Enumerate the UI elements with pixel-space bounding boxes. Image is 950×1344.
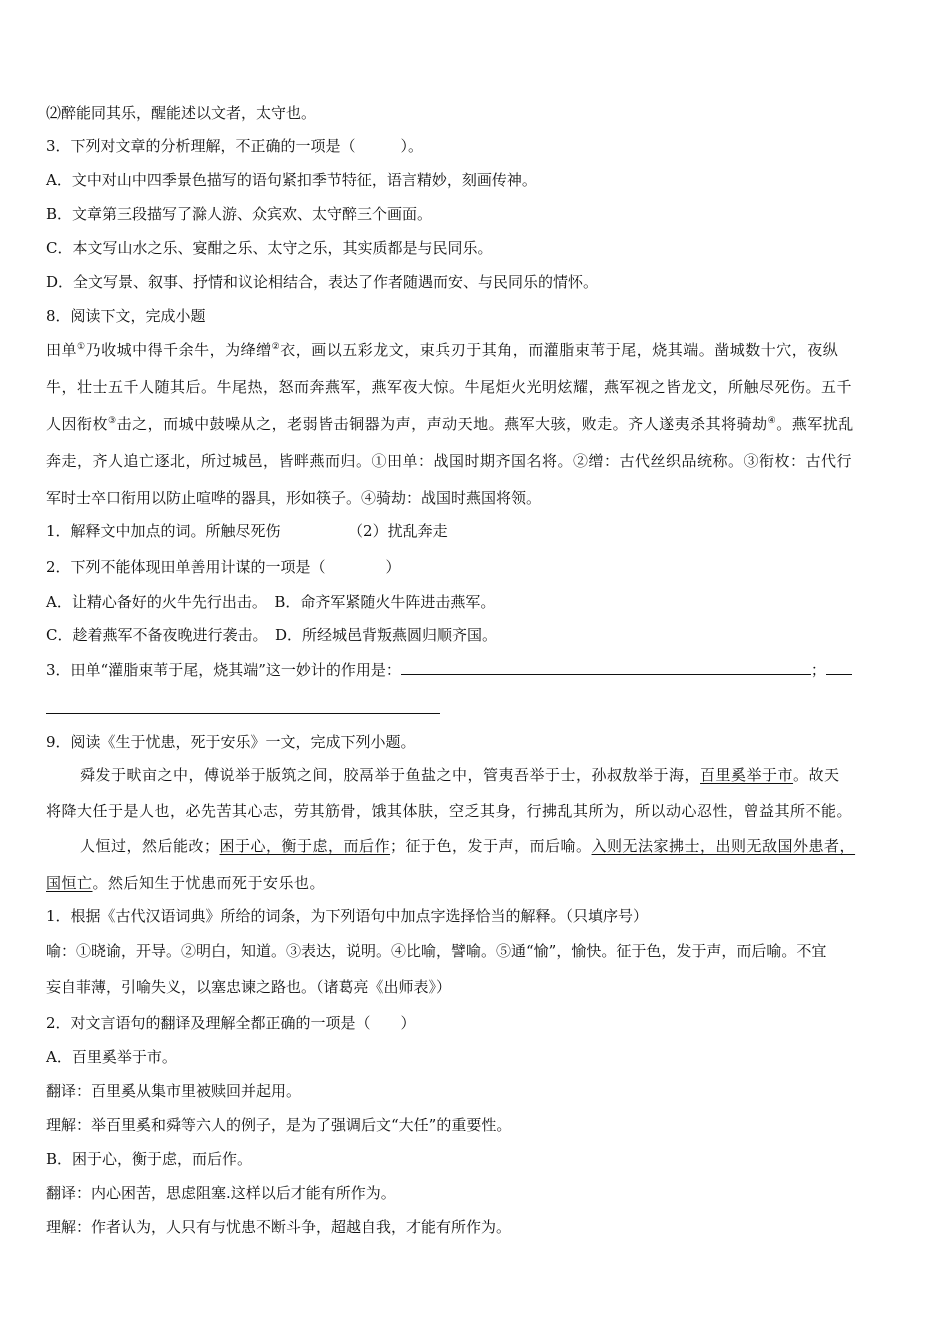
q9-option-b-understanding: 理解：作者认为，人只有与忧患不断斗争，超越自我，才能有所作为。 <box>46 1218 512 1236</box>
q8-options-cd: C．趁着燕军不备夜晚进行袭击。 D．所经城邑背叛燕圆归顺齐国。 <box>46 626 498 644</box>
passage-line: 将降大任于是人也，必先苦其心志，劳其筋骨，饿其体肤，空乏其身，行拂乱其所为，所以动心忍性，曾益其所不能。 <box>46 802 853 820</box>
text-line: ⑵醉能同其乐，醒能述以文者，太守也。 <box>46 104 317 122</box>
underlined-phrase: 国恒亡 <box>46 874 93 892</box>
footnote-marker: ② <box>271 342 281 352</box>
q8-sub1: 1．解释文中加点的词。所触尽死伤 （2）扰乱奔走 <box>46 522 448 540</box>
answer-blank <box>401 660 811 675</box>
footnote-marker: ④ <box>767 416 777 426</box>
q8-options-ab: A．让精心备好的火牛先行出击。 B．命齐军紧随火牛阵进击燕军。 <box>46 593 496 611</box>
passage-line: 人因衔枚③击之，而城中鼓噪从之，老弱皆击铜器为声，声动天地。燕军大骇，败走。齐人遂夷杀其将骑劫④。燕军扰乱 <box>46 415 854 433</box>
question-3-stem: 3．下列对文章的分析理解，不正确的一项是（ ）。 <box>46 137 424 155</box>
answer-blank-line <box>46 713 440 714</box>
option-d: D．全文写景、叙事、抒情和议论相结合，表达了作者随遇而安、与民同乐的情怀。 <box>46 273 599 291</box>
underlined-phrase: 困于心，衡于虑，而后作 <box>219 837 391 855</box>
passage-line: 舜发于畎亩之中，傅说举于版筑之间，胶鬲举于鱼盐之中，管夷吾举于士，孙叔敖举于海，百里奚举于市。故天 <box>80 766 840 784</box>
q9-option-b-translation: 翻译：内心困苦，思虑阻塞.这样以后才能有所作为。 <box>46 1184 396 1202</box>
q9-option-a-understanding: 理解：举百里奚和舜等六人的例子，是为了强调后文“大任”的重要性。 <box>46 1116 512 1134</box>
question-8-title: 8．阅读下文，完成小题 <box>46 307 206 325</box>
footnote-marker: ③ <box>108 416 117 426</box>
q9-option-a-translation: 翻译：百里奚从集市里被赎回并起用。 <box>46 1082 302 1100</box>
passage-line: 田单①乃收城中得千余牛，为绛缯②衣，画以五彩龙文，束兵刃于其角，而灌脂束苇于尾，烧其端。凿城数十穴，夜纵 <box>46 341 839 359</box>
q9-dictionary-entries: 妄自菲薄，引喻失义，以塞忠谏之路也。（诸葛亮《出师表》） <box>46 978 452 996</box>
underlined-phrase: 百里奚举于市 <box>700 766 794 784</box>
answer-blank <box>826 660 852 675</box>
option-c: C．本文写山水之乐、宴酣之乐、太守之乐，其实质都是与民同乐。 <box>46 239 493 257</box>
q9-option-b: B．困于心，衡于虑，而后作。 <box>46 1150 253 1168</box>
q9-sub1: 1．根据《古代汉语词典》所给的词条，为下列语句中加点字选择恰当的解释。（只填序号） <box>46 907 649 925</box>
passage-line: 人恒过，然后能改；困于心，衡于虑，而后作；征于色，发于声，而后喻。入则无法家拂士，出则无敌国外患者， <box>80 837 856 855</box>
q9-sub2: 2．对文言语句的翻译及理解全都正确的一项是（ ） <box>46 1014 416 1032</box>
q9-dictionary-entries: 喻：①晓谕，开导。②明白，知道。③表达，说明。④比喻，譬喻。⑤通“愉”，愉快。征于色，发于声，而后喻。不宜 <box>46 942 827 960</box>
passage-line: 奔走，齐人追亡逐北，所过城邑，皆畔燕而归。①田单：战国时期齐国名将。②缯：古代丝织品统称。③衔枚：古代行 <box>46 452 853 470</box>
question-9-title: 9．阅读《生于忧患，死于安乐》一文，完成下列小题。 <box>46 733 416 751</box>
passage-line: 牛，壮士五千人随其后。牛尾热，怒而奔燕军，燕军夜大惊。牛尾炬火光明炫耀，燕军视之皆龙文，所触尽死伤。五千 <box>46 378 853 396</box>
footnote-line: 军时士卒口衔用以防止喧哗的器具，形如筷子。④骑劫：战国时燕国将领。 <box>46 489 542 507</box>
option-b: B．文章第三段描写了滁人游、众宾欢、太守醉三个画面。 <box>46 205 433 223</box>
q9-option-a: A．百里奚举于市。 <box>46 1048 177 1066</box>
q8-sub2: 2．下列不能体现田单善用计谋的一项是（ ） <box>46 558 401 576</box>
footnote-marker: ① <box>77 342 86 352</box>
option-a: A．文中对山中四季景色描写的语句紧扣季节特征，语言精妙，刻画传神。 <box>46 171 537 189</box>
underlined-phrase: 入则无法家拂士，出则无敌国外患者， <box>591 837 856 855</box>
q8-sub3: 3．田单“灌脂束苇于尾，烧其端”这一妙计的作用是： ； <box>46 660 906 680</box>
passage-line: 国恒亡。然后知生于忧患而死于安乐也。 <box>46 874 326 892</box>
